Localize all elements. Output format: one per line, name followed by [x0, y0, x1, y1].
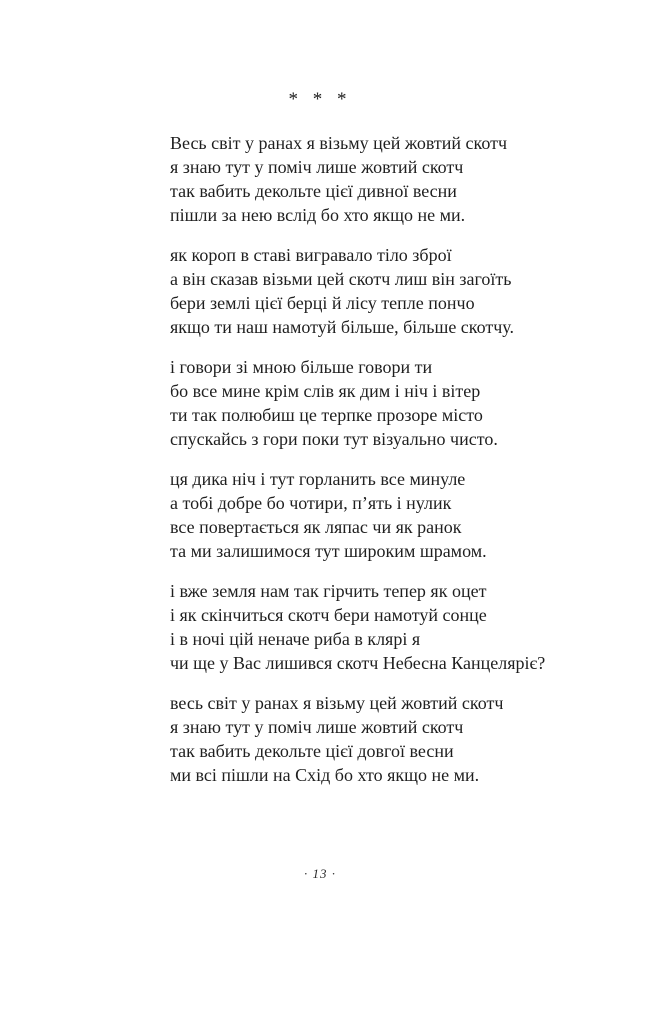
- poem: [170, 131, 545, 803]
- poem-line: бо все мине крім слів як дим і ніч і вітер: [170, 381, 481, 401]
- poem-line: я знаю тут у поміч лише жовтий скотч: [170, 157, 464, 177]
- poem-line: а тобі добре бо чотири, п’ять і нулик: [170, 493, 452, 513]
- poem-line: та ми залишимося тут широким шрамом.: [170, 541, 487, 561]
- poem-line: ти так полюбиш це терпке прозоре місто: [170, 405, 483, 425]
- stanza: [170, 131, 545, 227]
- poem-line: якщо ти наш намотуй більше, більше скотчу.: [170, 317, 515, 337]
- poem-line: і говори зі мною більше говори ти: [170, 357, 433, 377]
- stanza: [170, 243, 545, 339]
- poem-line: пішли за нею вслід бо хто якщо не ми.: [170, 205, 466, 225]
- stanza: [170, 467, 545, 563]
- poem-line: весь світ у ранах я візьму цей жовтий скотч: [170, 693, 504, 713]
- poem-line: ця дика ніч і тут горланить все минуле: [170, 469, 466, 489]
- section-separator-asterisks: * * *: [288, 89, 352, 110]
- poem-line: бери землі цієї берці й лісу тепле пончо: [170, 293, 475, 313]
- poem-line: а він сказав візьми цей скотч лиш він загоїть: [170, 269, 512, 289]
- poem-line: я знаю тут у поміч лише жовтий скотч: [170, 717, 464, 737]
- poem-line: Весь світ у ранах я візьму цей жовтий скотч: [170, 133, 508, 153]
- stanza: [170, 355, 545, 451]
- poem-line: так вабить декольте цієї дивної весни: [170, 181, 457, 201]
- poem-line: як короп в ставі вигравало тіло зброї: [170, 245, 452, 265]
- poem-line: спускайсь з гори поки тут візуально чисто.: [170, 429, 498, 449]
- poem-line: і вже земля нам так гірчить тепер як оцет: [170, 581, 487, 601]
- poem-line: ми всі пішли на Схід бо хто якщо не ми.: [170, 765, 480, 785]
- stanza: [170, 579, 545, 675]
- poem-line: все повертається як ляпас чи як ранок: [170, 517, 462, 537]
- poem-line: так вабить декольте цієї довгої весни: [170, 741, 454, 761]
- page-number: · 13 ·: [304, 866, 336, 881]
- poem-line: і як скінчиться скотч бери намотуй сонце: [170, 605, 487, 625]
- poem-line: і в ночі цій неначе риба в клярі я: [170, 629, 421, 649]
- stanza: [170, 691, 545, 787]
- poem-line: чи ще у Вас лишився скотч Небесна Канцеляріє?: [170, 653, 546, 673]
